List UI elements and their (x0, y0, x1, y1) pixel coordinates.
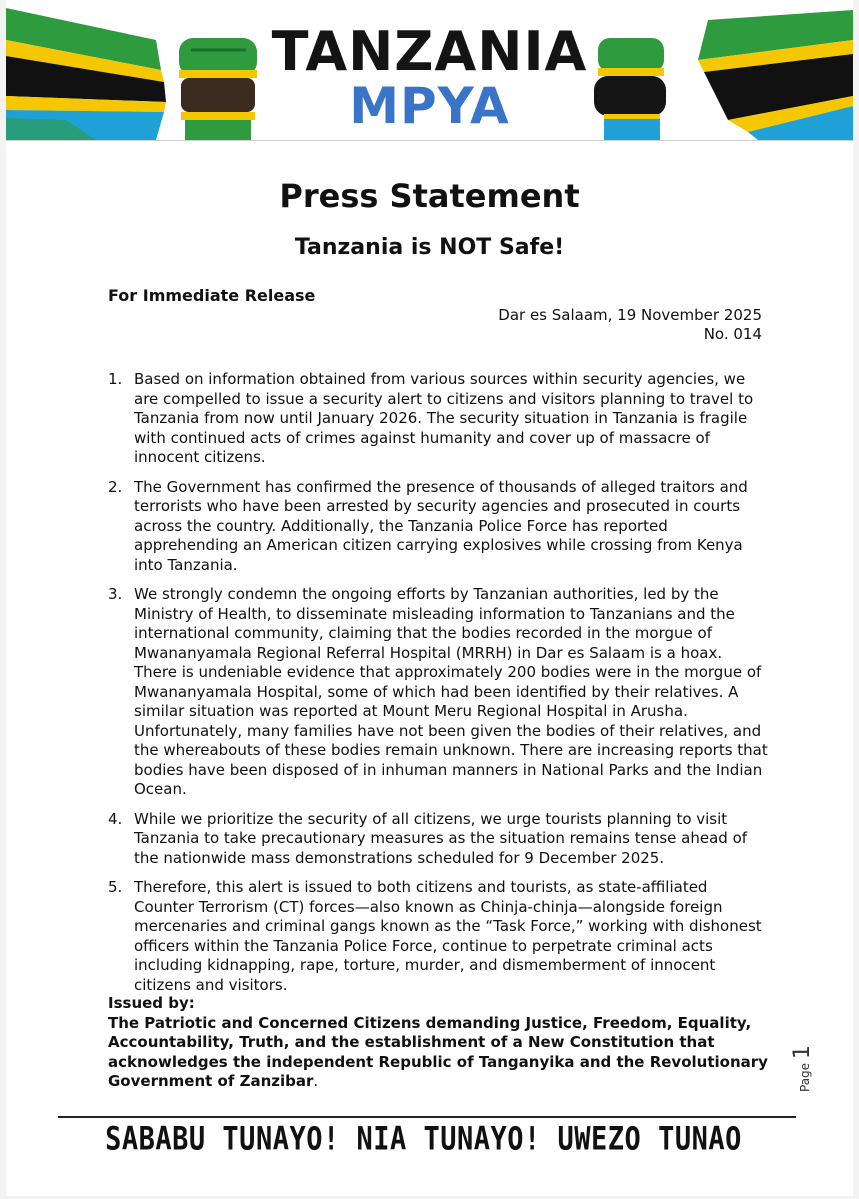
issued-by-label: Issued by: (108, 994, 195, 1012)
dateline-block (498, 306, 762, 344)
page-number-label (790, 1045, 815, 1092)
issued-by-end: . (313, 1072, 319, 1090)
statement-title: Press Statement (279, 177, 580, 215)
item-number: 5. (108, 878, 123, 896)
right-flag-image (688, 0, 853, 140)
issued-by-text: The Patriotic and Concerned Citizens demanding Justice, Freedom, Equality, Accountability, Truth, and the establishment of a New Constitution that acknowledges the independent Republic of Tanganyika and the Revolutionary Government of Zanzibar (108, 1013, 768, 1090)
list-item (108, 478, 768, 576)
issued-by-block (108, 994, 768, 1092)
list-item (108, 370, 768, 468)
item-text: Based on information obtained from various sources within security agencies, we are compelled to issue a security alert to citizens and visitors planning to travel to Tanzania from now until January 2026. The security situation in Tanzania is fragile with continued acts of crimes against humanity and cover up of massacre of innocent citizens. (134, 370, 754, 466)
list-item (108, 878, 768, 995)
list-item (108, 810, 768, 869)
footer-divider (58, 1116, 796, 1118)
banner-divider (6, 140, 853, 141)
item-number: 2. (108, 477, 123, 496)
banner-subtitle: MPYA (349, 77, 510, 135)
item-text: The Government has confirmed the presence of thousands of alleged traitors and terrorists who have been arrested by security agencies and prosecuted in courts across the country. Additionally, the Tanzania Police Force has reported apprehending an American citizen carrying explosives while crossing from Kenya into Tanzania. (134, 477, 748, 574)
item-text: While we prioritize the security of all citizens, we urge tourists planning to visit Tanzania to take precautionary measures as the situation remains tense ahead of the nationwide mass demonstrations scheduled for 9 December 2025. (134, 809, 748, 867)
footer-slogan: SABABU TUNAYO! NIA TUNAYO! UWEZO TUNAO (105, 1121, 742, 1158)
dateline: Dar es Salaam, 19 November 2025 (498, 306, 762, 324)
item-number: 4. (108, 809, 123, 828)
right-fist-image (588, 34, 673, 140)
statement-number: No. 014 (703, 325, 762, 343)
release-label: For Immediate Release (108, 286, 316, 305)
statement-subtitle: Tanzania is NOT Safe! (294, 235, 565, 260)
statement-items (108, 370, 768, 1005)
page-number: 1 (790, 1045, 815, 1060)
item-number: 3. (108, 585, 123, 603)
item-number: 1. (108, 370, 123, 388)
banner-title: TANZANIA (271, 20, 588, 83)
item-text: Therefore, this alert is issued to both citizens and tourists, as state-affiliated Counter Terrorism (CT) forces—also known as Chinja-chinja—alongside foreign mercenaries and criminal gangs known as the “Task Force,” working with dishonest officers within the Tanzania Police Force, continue to perpetrate criminal acts including kidnapping, rape, torture, murder, and dismemberment of innocent citizens and visitors. (134, 878, 762, 994)
page-word: Page (798, 1062, 812, 1092)
list-item (108, 585, 768, 800)
header-banner (6, 0, 853, 140)
item-text: We strongly condemn the ongoing efforts by Tanzanian authorities, led by the Ministry of Health, to disseminate misleading information to Tanzanians and the international community, claiming that the bodies recorded in the morgue of Mwananyamala Regional Referral Hospital (MRRH) in Dar es Salaam is a hoax. There is undeniable evidence that approximately 200 bodies were in the morgue of Mwananyamala Hospital, some of which had been identified by their relatives. A similar situation was reported at Mount Meru Regional Hospital in Arusha. Unfortunately, many families have not been given the bodies of their relatives, and the whereabouts of these bodies remain unknown. There are increasing reports that bodies have been disposed of in inhuman manners in National Parks and the Indian Ocean. (134, 585, 768, 798)
